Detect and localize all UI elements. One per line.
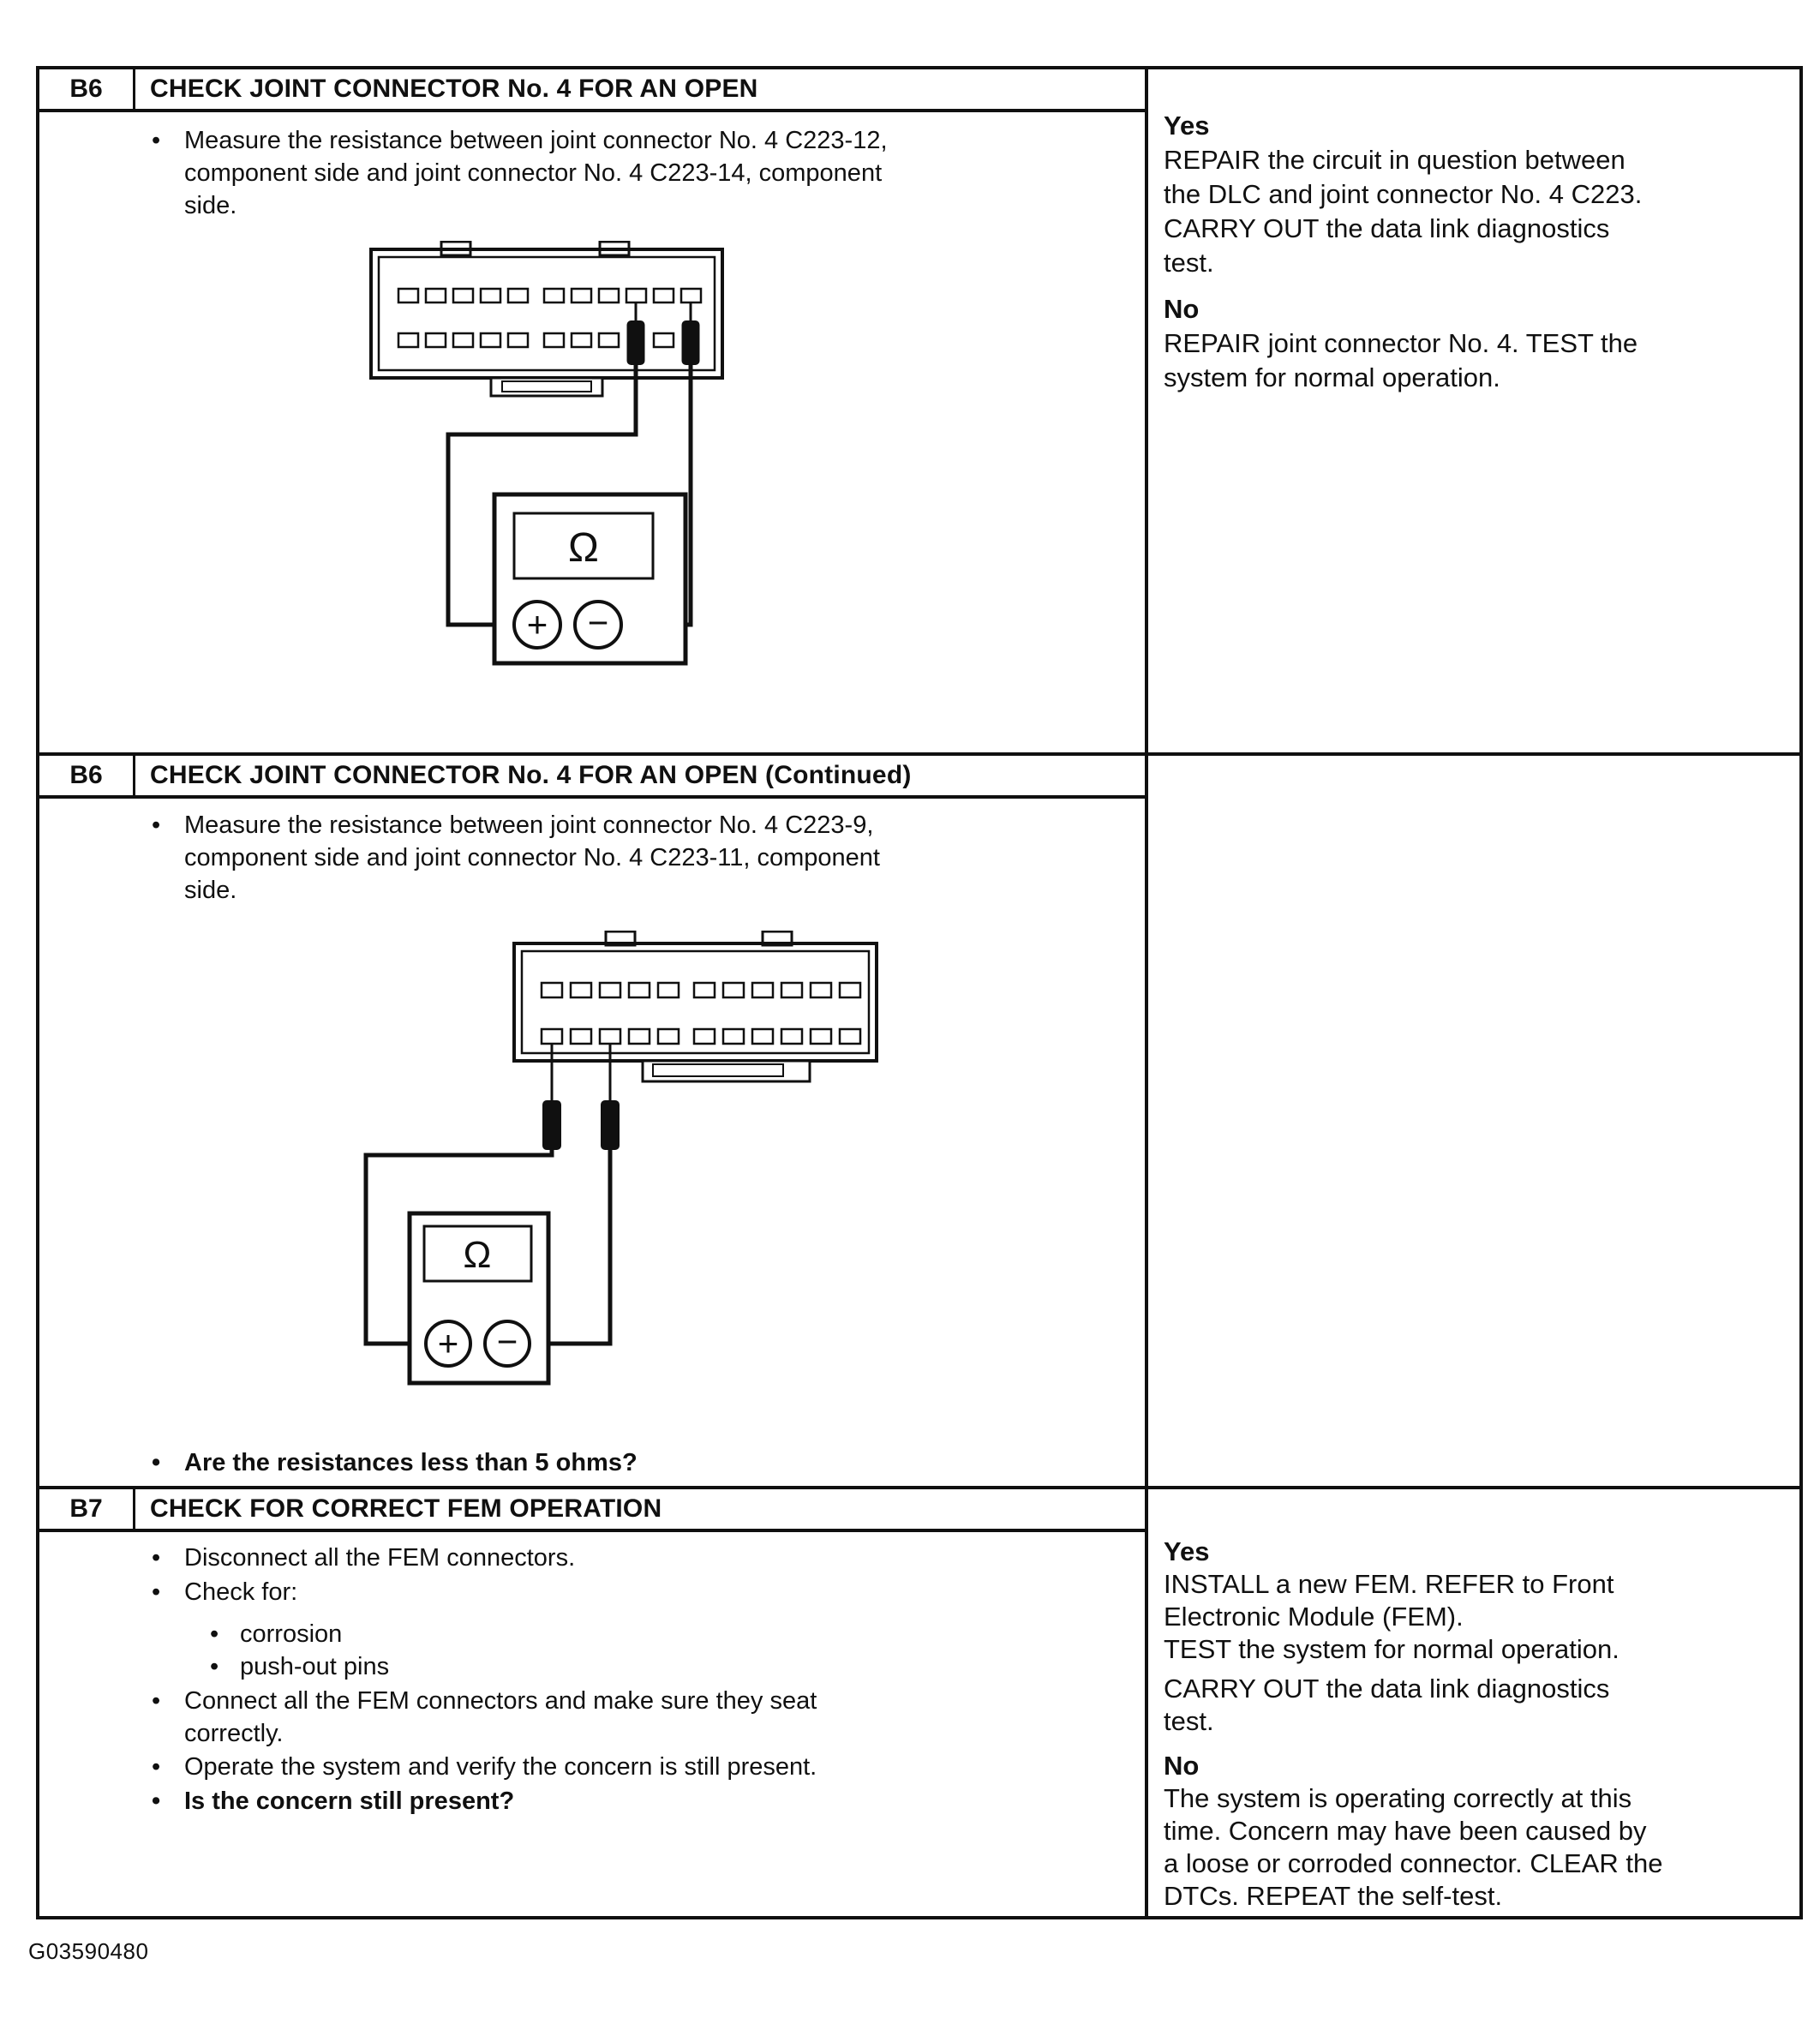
bullet-marker: [210, 1650, 219, 1683]
test-step-row-b7: [39, 1489, 1799, 1916]
action-item: [39, 124, 1145, 222]
check-for-sub-list: [39, 1618, 1145, 1683]
step-id: B6: [39, 69, 135, 109]
sub-list-item: • push-out pins: [39, 1650, 1145, 1683]
omega-icon: Ω: [568, 525, 599, 571]
plus-icon: +: [437, 1323, 459, 1363]
step-cell-b6: [39, 69, 1148, 752]
step-header-b7: [39, 1489, 1145, 1532]
result-yes-label: Yes: [1164, 111, 1210, 141]
sub-list-item: • corrosion: [39, 1618, 1145, 1650]
joint-connector-4-test-diagram-2: [351, 931, 883, 1398]
step-header-b6: [39, 69, 1145, 112]
step-body-b7: [39, 1532, 1145, 1916]
bullet-marker: [152, 1446, 160, 1479]
test-probe-pin-9: [542, 1100, 561, 1150]
result-cell-b6: [1148, 69, 1799, 752]
action-item: • Operate the system and verify the concern is still present.: [39, 1750, 1145, 1784]
test-step-row-b6-continued: [39, 756, 1799, 1489]
result-yes-label: Yes: [1164, 1536, 1210, 1566]
action-text-line: Measure the resistance between joint connector No. 4 C223-9,: [184, 811, 874, 839]
pin-slot-row-top: [542, 983, 860, 997]
bullet-marker: [152, 1575, 160, 1609]
bullet-marker: [152, 1541, 160, 1575]
step-title: CHECK JOINT CONNECTOR No. 4 FOR AN OPEN: [150, 75, 758, 103]
result-yes-text: REPAIR the circuit in question between the DLC and joint connector No. 4 C223. CARRY OUT the data link diagnostics test.: [1164, 145, 1643, 278]
result-cell-b6-continued: [1148, 756, 1799, 1486]
step-body-b6-continued: [39, 799, 1145, 1486]
action-text-line: side.: [184, 192, 237, 219]
test-probe-pin-11: [601, 1100, 620, 1150]
connector-shell: [514, 931, 877, 1081]
test-probe-pin-14: [682, 320, 700, 365]
figure-id: G03590480: [28, 1938, 149, 1964]
result-no-text: REPAIR joint connector No. 4. TEST the system for normal operation.: [1164, 328, 1638, 392]
omega-icon: Ω: [463, 1234, 492, 1276]
step-body-b6: [39, 112, 1145, 752]
action-text-line: component side and joint connector No. 4 C223-14, component: [184, 159, 883, 187]
result-cell-b7: [1148, 1489, 1799, 1916]
step-header-b6-continued: [39, 756, 1145, 799]
action-item: • Check for:: [39, 1575, 1145, 1609]
action-text-line: component side and joint connector No. 4 C223-11, component: [184, 844, 880, 871]
ohmmeter: [494, 494, 685, 663]
pin-slot-row-top: [398, 289, 701, 302]
minus-icon: −: [496, 1321, 518, 1362]
step-question: • Is the concern still present?: [39, 1784, 1145, 1818]
action-item: • Disconnect all the FEM connectors.: [39, 1541, 1145, 1575]
plus-icon: +: [526, 604, 548, 644]
bullet-marker: [152, 809, 160, 841]
bullet-marker: [210, 1618, 219, 1650]
result-yes-text-2: CARRY OUT the data link diagnostics test.: [1164, 1674, 1610, 1736]
step-id: B6: [39, 756, 135, 795]
bullet-marker: [152, 1685, 160, 1717]
bullet-marker: [152, 1784, 160, 1818]
bullet-marker: [152, 124, 160, 157]
step-id: B7: [39, 1489, 135, 1529]
step-title: CHECK JOINT CONNECTOR No. 4 FOR AN OPEN (Continued): [150, 761, 912, 789]
result-yes-text: INSTALL a new FEM. REFER to Front Electronic Module (FEM). TEST the system for normal operation.: [1164, 1569, 1619, 1664]
result-no-text: The system is operating correctly at this time. Concern may have been caused by a loose or corroded connector. CLEAR the DTCs. REPEAT the self-test.: [1164, 1783, 1663, 1911]
action-text-line: Measure the resistance between joint connector No. 4 C223-12,: [184, 127, 888, 154]
step-title: CHECK FOR CORRECT FEM OPERATION: [150, 1494, 662, 1523]
action-item: • Connect all the FEM connectors and make sure they seat correctly.: [39, 1685, 1145, 1750]
action-item: [39, 809, 1145, 907]
test-step-row-b6: [39, 69, 1799, 756]
step-cell-b6-continued: [39, 756, 1148, 1486]
ohmmeter: [410, 1213, 548, 1383]
bullet-marker: [152, 1750, 160, 1784]
connector-shell: [371, 242, 722, 396]
pinpoint-test-table: [36, 66, 1803, 1919]
step-cell-b7: [39, 1489, 1148, 1916]
test-probe-pin-12: [627, 320, 645, 365]
minus-icon: −: [587, 602, 609, 643]
action-text-line: side.: [184, 877, 237, 904]
result-no-label: No: [1164, 1751, 1200, 1781]
pin-slot-row-bottom: [542, 1029, 860, 1044]
result-no-label: No: [1164, 294, 1200, 324]
joint-connector-4-test-diagram-1: [360, 241, 737, 686]
step-question: • Are the resistances less than 5 ohms?: [39, 1446, 1145, 1479]
